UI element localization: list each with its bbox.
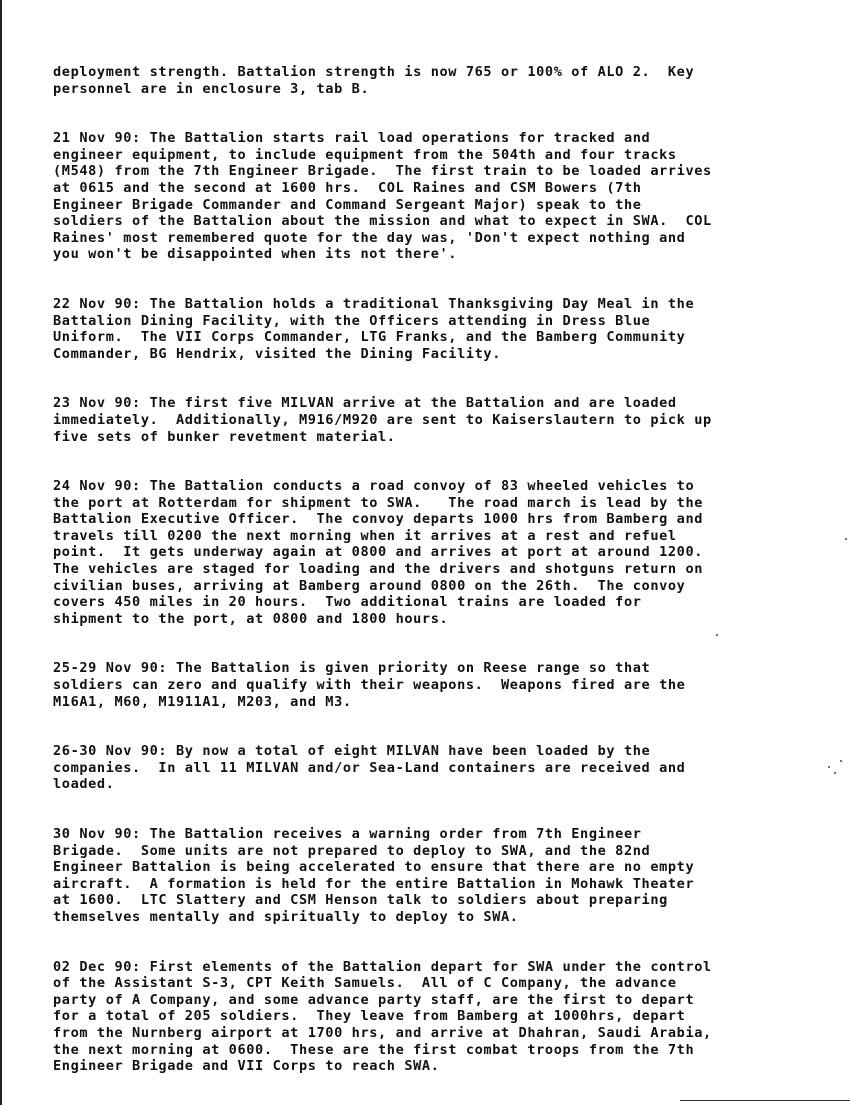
document-body	[53, 64, 833, 1075]
paragraph-21-nov-90: 21 Nov 90: The Battalion starts rail load operations for tracked and engineer equipment, to include equipment from the 504th and four tracks (M548) from the 7th Engineer Brigade. The first train to be loaded arrives at 0615 and the second at 1600 hrs. COL Raines and CSM Bowers (7th Engineer Brigade Commander and Command Sergeant Major) speak to the soldiers of the Battalion about the mission and what to expect in SWA. COL Raines' most remembered quote for the day was, 'Don't expect nothing and you won't be disappointed when its not there'.	[53, 130, 712, 263]
scan-speck	[834, 772, 836, 774]
left-margin-rule	[0, 0, 2, 1105]
paragraph-23-nov-90: 23 Nov 90: The first five MILVAN arrive at the Battalion and are loaded immediately. Additionally, M916/M920 are sent to Kaiserslautern to pick up five sets of bunker revetment material.	[53, 395, 712, 445]
paragraph-26-30-nov-90: 26-30 Nov 90: By now a total of eight MILVAN have been loaded by the companies. In all 11 MILVAN and/or Sea-Land containers are received and loaded.	[53, 743, 686, 793]
paragraph-24-nov-90: 24 Nov 90: The Battalion conducts a road convoy of 83 wheeled vehicles to the port at Rotterdam for shipment to SWA. The road march is lead by the Battalion Executive Officer. The convoy departs 1000 hrs from Bamberg and travels till 0200 the next morning when it arrives at a rest and refuel point. It gets underway again at 0800 and arrives at port at around 1200. The vehicles are staged for loading and the drivers and shotguns return on civilian buses, arriving at Bamberg around 0800 on the 26th. The convoy covers 450 miles in 20 hours. Two additional trains are loaded for shipment to the port, at 0800 and 1800 hours.	[53, 478, 704, 627]
scan-speck	[828, 766, 830, 768]
paragraph-deployment-strength: deployment strength. Battalion strength is now 765 or 100% of ALO 2. Key personnel are in enclosure 3, tab B.	[53, 64, 695, 97]
scan-speck	[840, 760, 842, 762]
bottom-edge-rule	[680, 1100, 850, 1101]
paragraph-02-dec-90: 02 Dec 90: First elements of the Battalion depart for SWA under the control of the Assistant S-3, CPT Keith Samuels. All of C Company, the advance party of A Company, and some advance party staff, are the first to depart for a total of 205 soldiers. They leave from Bamberg at 1000hrs, depart from the Nurnberg airport at 1700 hrs, and arrive at Dhahran, Saudi Arabia, the next morning at 0600. These are the first combat troops from the 7th Engineer Brigade and VII Corps to reach SWA.	[53, 958, 712, 1075]
paragraph-30-nov-90: 30 Nov 90: The Battalion receives a warning order from 7th Engineer Brigade. Some units are not prepared to deploy to SWA, and the 82nd Engineer Battalion is being accelerated to ensure that there are no empty aircraft. A formation is held for the entire Battalion in Mohawk Theater at 1600. LTC Slattery and CSM Henson talk to soldiers about preparing themselves mentally and spiritually to deploy to SWA.	[53, 826, 695, 925]
scan-speck	[845, 538, 847, 540]
scan-speck	[716, 634, 718, 636]
paragraph-22-nov-90: 22 Nov 90: The Battalion holds a traditional Thanksgiving Day Meal in the Battalion Dining Facility, with the Officers attending in Dress Blue Uniform. The VII Corps Commander, LTG Franks, and the Bamberg Community Commander, BG Hendrix, visited the Dining Facility.	[53, 295, 695, 362]
paragraph-25-29-nov-90: 25-29 Nov 90: The Battalion is given priority on Reese range so that soldiers can zero and qualify with their weapons. Weapons fired are the M16A1, M60, M1911A1, M203, and M3.	[53, 660, 686, 710]
